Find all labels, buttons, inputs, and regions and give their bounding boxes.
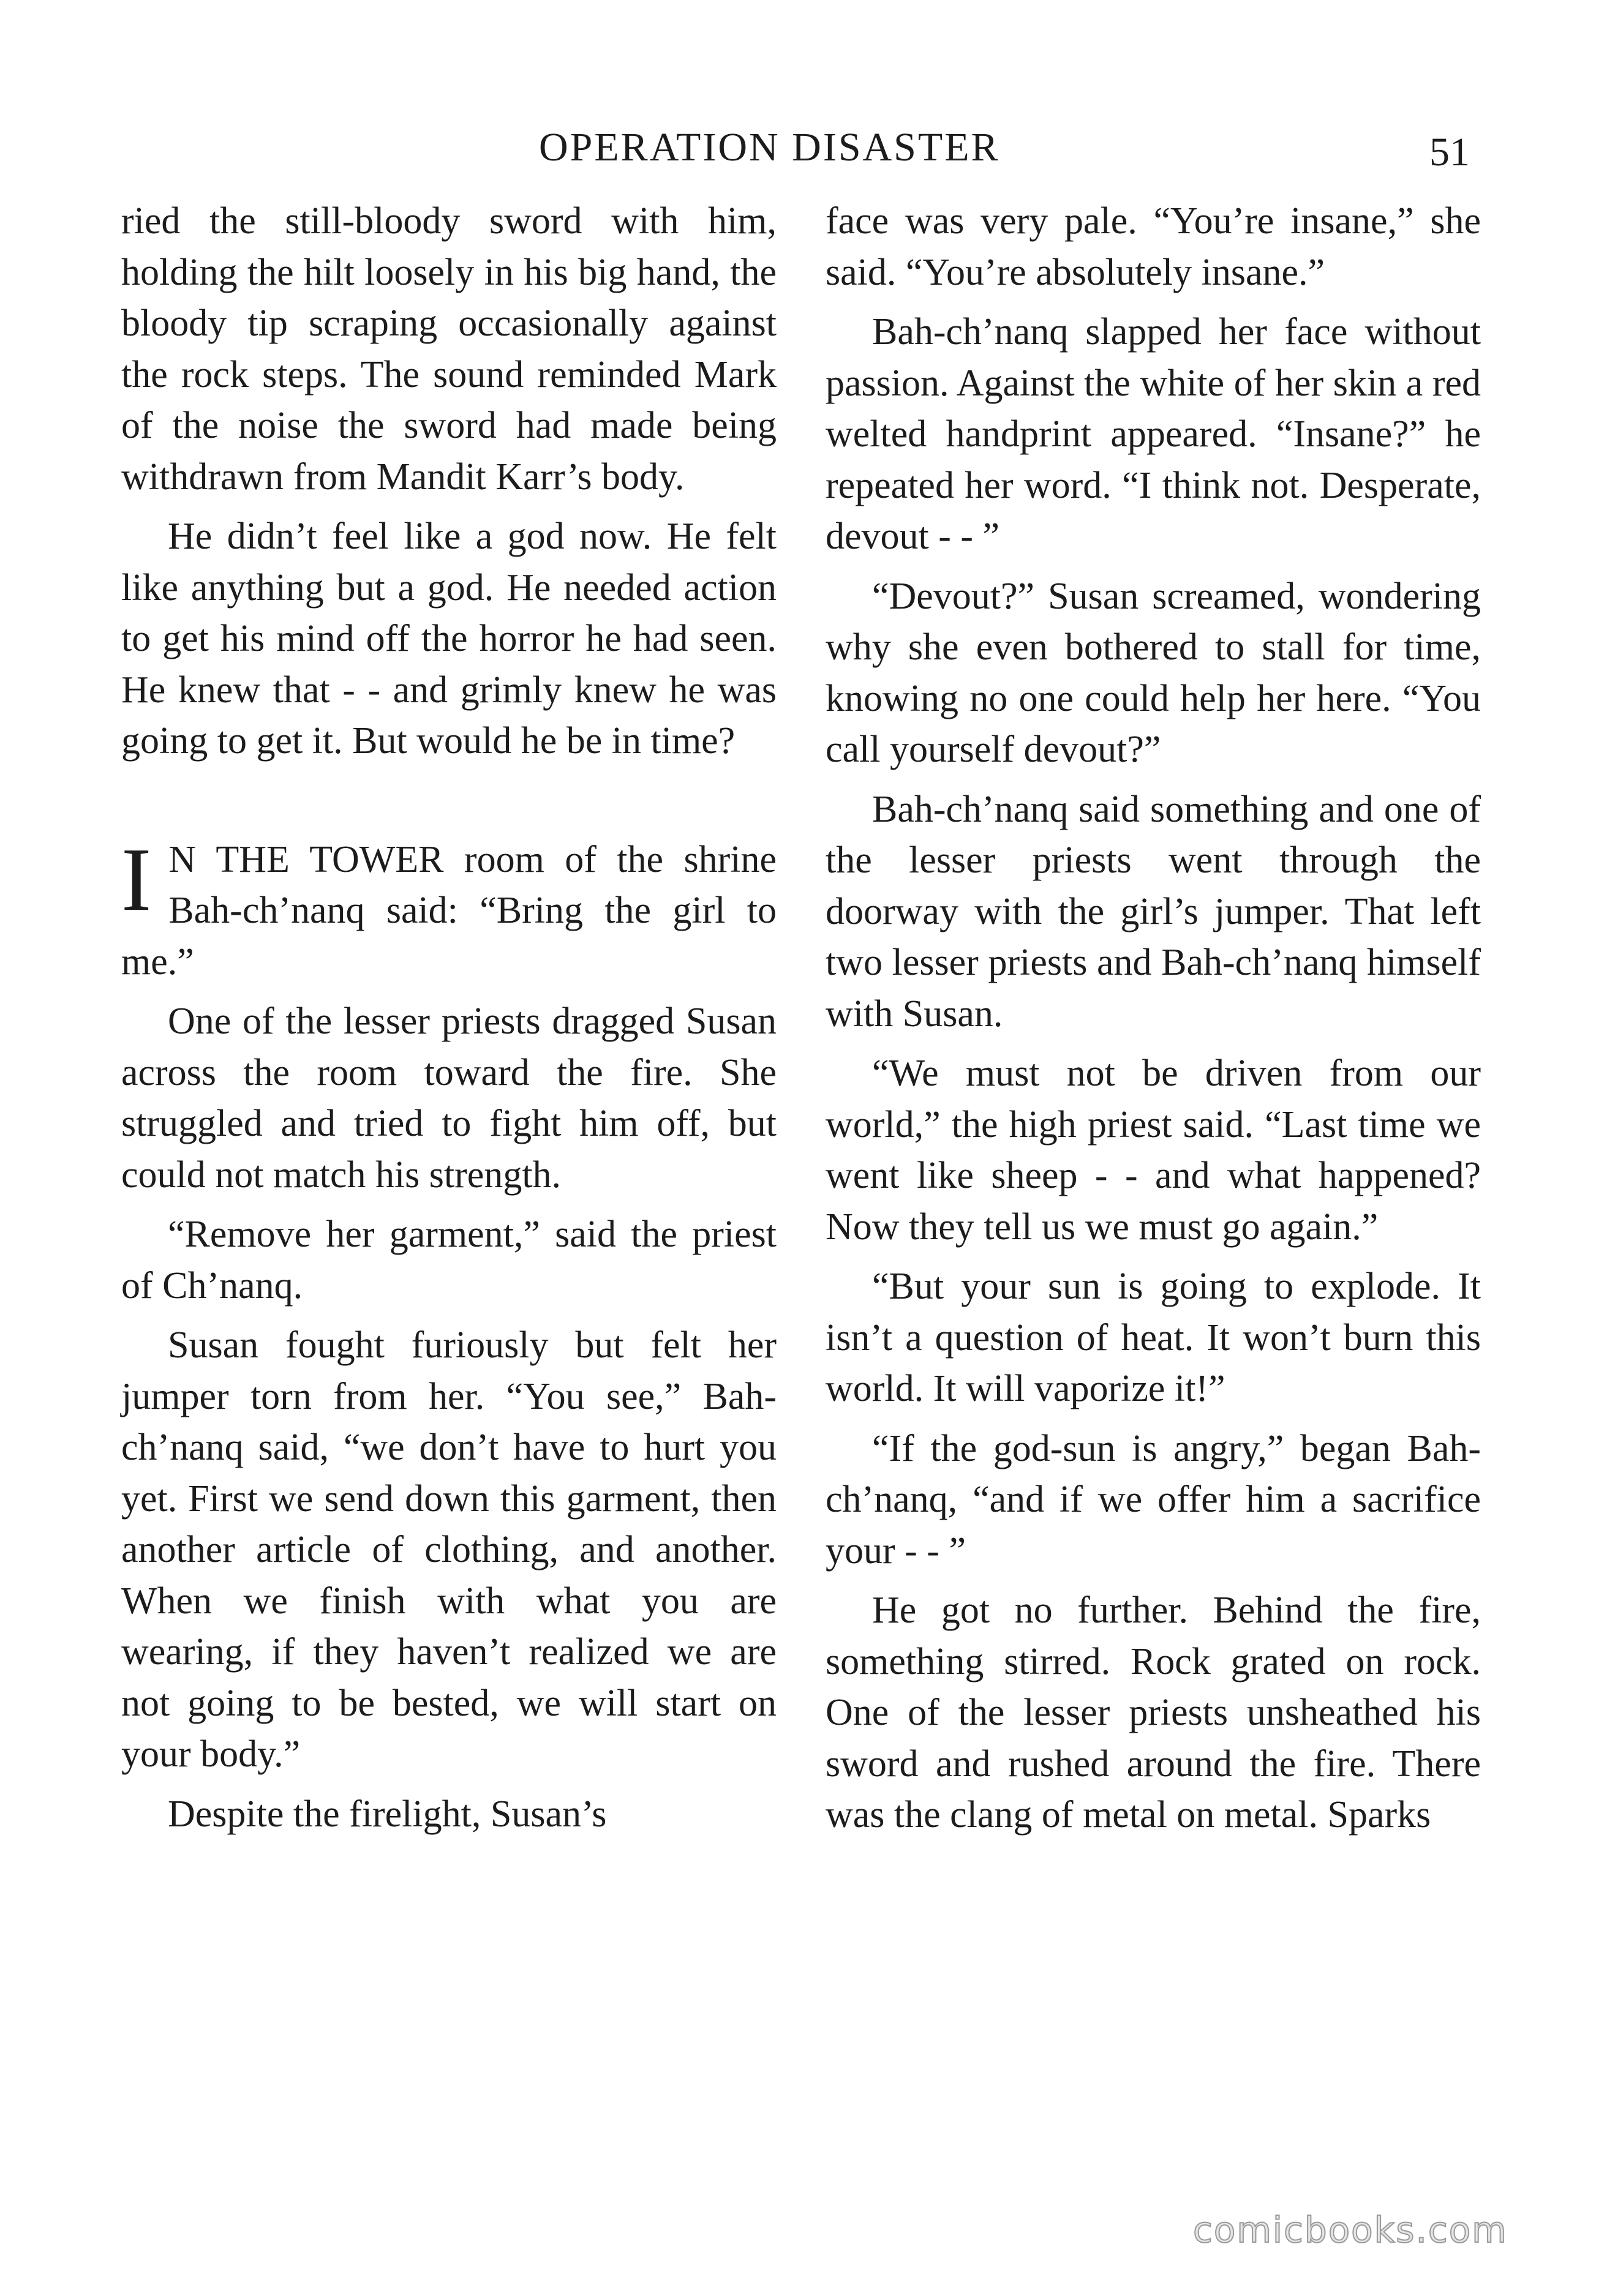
watermark-logo: comicbooks.com [1193, 2209, 1508, 2251]
paragraph: “Devout?” Susan screamed, wondering why she even bothered to stall for time, knowing no one could help her here. “You call yourself devout?” [826, 575, 1481, 770]
page-number: 51 [1429, 130, 1470, 174]
paragraph: “We must not be driven from our world,” the high priest said. “Last time we went like sheep - - and what happened? Now they tell us we must go again.” [826, 1052, 1481, 1248]
paragraph: Bah-ch’nanq slapped her face without passion. Against the white of her skin a red welted handprint appeared. “Insane?” he repeated her word. “I think not. Desperate, devout - - ” [826, 311, 1481, 557]
running-title: OPERATION DISASTER [539, 125, 1000, 170]
left-column [121, 196, 777, 1840]
paragraph: “But your sun is going to explode. It isn’t a question of heat. It won’t burn this world. It will vaporize it!” [826, 1266, 1481, 1409]
section-break [121, 776, 777, 835]
section-opening-paragraph [121, 829, 777, 988]
paragraph: face was very pale. “You’re insane,” she said. “You’re absolutely insane.” [826, 200, 1481, 293]
paragraph: “If the god-sun is angry,” began Bah-ch’nanq, “and if we offer him a sacrifice your - - ” [826, 1427, 1481, 1572]
paragraph: ried the still-bloody sword with him, holding the hilt loosely in his big hand, the bloody tip scraping occasionally against the rock steps. The sound reminded Mark of the noise the sword had made being withdrawn from Mandit Karr’s body. [121, 200, 777, 498]
page-header [0, 120, 1607, 175]
drop-cap: I [121, 829, 152, 930]
paragraph: Susan fought furiously but felt her jumper torn from her. “You see,” Bah-ch’nanq said, “we don’t have to hurt you yet. First we send down this garment, then another article of clothing, and another. When we finish with what you are wearing, if they haven’t realized we are not going to be bested, we will start on your body.” [121, 1324, 777, 1775]
paragraph: He got no further. Behind the fire, something stirred. Rock grated on rock. One of the lesser priests unsheathed his sword and rushed around the fire. There was the clang of metal on metal. Sparks [826, 1589, 1481, 1836]
right-column [826, 196, 1481, 1841]
paragraph: Bah-ch’nanq said something and one of the lesser priests went through the doorway with the girl’s jumper. That left two lesser priests and Bah-ch’nanq himself with Susan. [826, 788, 1481, 1035]
section-opening-text: N THE TOWER room of the shrine Bah-ch’nanq said: “Bring the girl to me.” [121, 838, 777, 983]
paragraph: He didn’t feel like a god now. He felt like anything but a god. He needed action to get his mind off the horror he had seen. He knew that - - and grimly knew he was going to get it. But would he be in time? [121, 516, 777, 762]
paragraph: One of the lesser priests dragged Susan across the room toward the fire. She struggled and tried to fight him off, but could not match his strength. [121, 1000, 777, 1196]
paragraph: “Remove her garment,” said the priest of Ch’nanq. [121, 1214, 777, 1307]
paragraph: Despite the firelight, Susan’s [168, 1793, 607, 1835]
